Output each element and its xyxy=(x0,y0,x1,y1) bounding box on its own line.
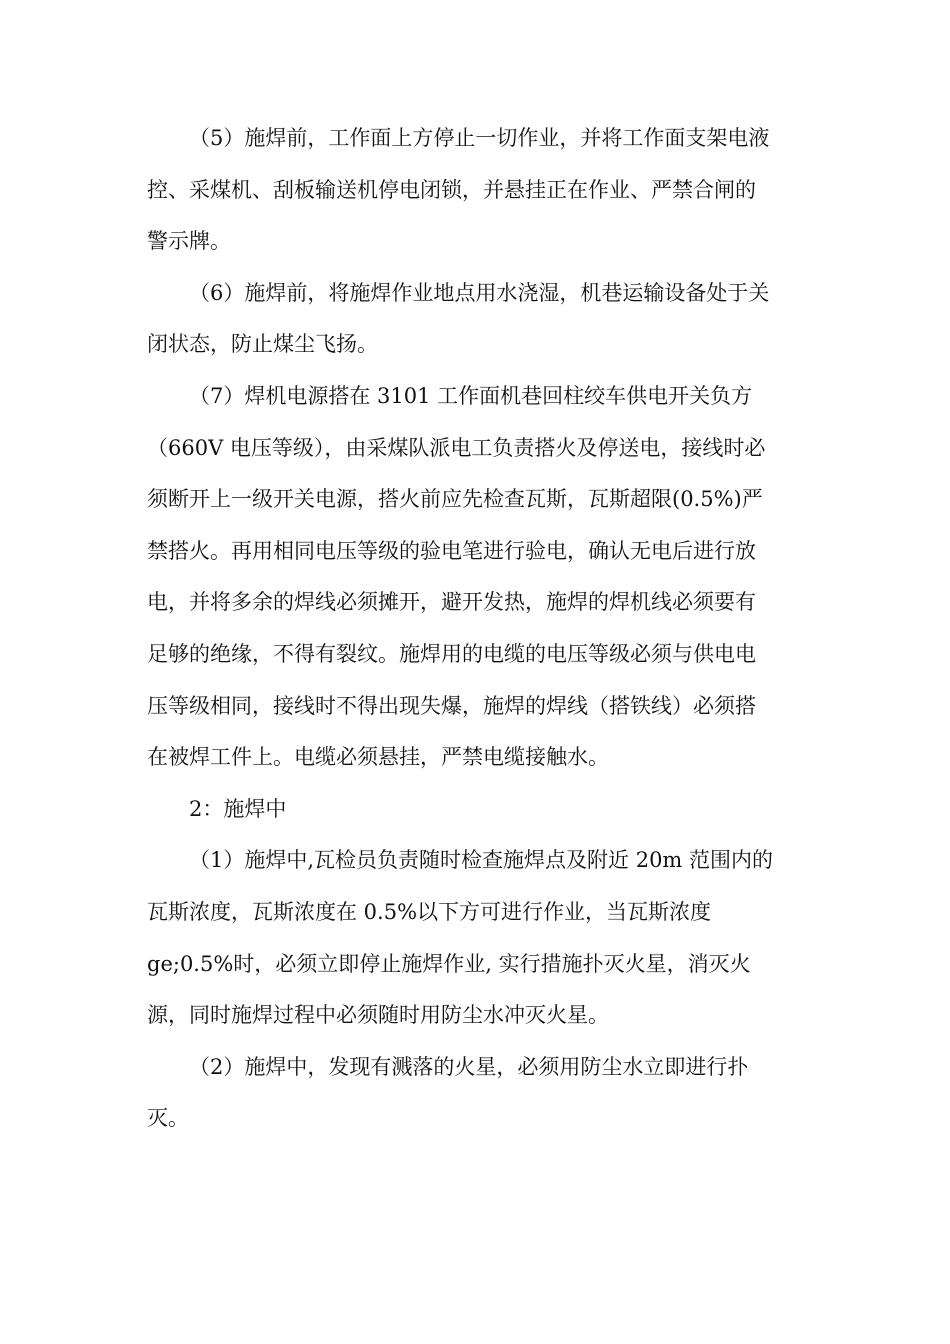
paragraph-6-line-1: （6）施焊前，将施焊作业地点用水浇湿，机巷运输设备处于关 xyxy=(189,280,770,305)
paragraph-7-line-8: 在被焊工件上。电缆必须悬挂，严禁电缆接触水。 xyxy=(147,745,609,770)
paragraph-5-line-3: 警示牌。 xyxy=(147,229,231,254)
paragraph-7-line-1: （7）焊机电源搭在 3101 工作面机巷回柱绞车供电开关负方 xyxy=(189,383,753,408)
paragraph-1-line-3: ge;0.5%时，必须立即停止施焊作业, 实行措施扑灭火星，消灭火 xyxy=(147,951,751,976)
paragraph-7-line-6: 足够的绝缘，不得有裂纹。施焊用的电缆的电压等级必须与供电电 xyxy=(147,641,756,666)
paragraph-7-line-3: 须断开上一级开关电源，搭火前应先检查瓦斯，瓦斯超限(0.5%)严 xyxy=(147,487,763,512)
paragraph-5-line-2: 控、采煤机、刮板输送机停电闭锁，并悬挂正在作业、严禁合闸的 xyxy=(147,177,756,202)
paragraph-2-line-2: 灭。 xyxy=(147,1106,189,1131)
paragraph-7-line-7: 压等级相同，接线时不得出现失爆，施焊的焊线（搭铁线）必须搭 xyxy=(147,693,756,718)
paragraph-5-line-1: （5）施焊前，工作面上方停止一切作业，并将工作面支架电液 xyxy=(189,126,770,150)
paragraph-6-line-2: 闭状态，防止煤尘飞扬。 xyxy=(147,332,378,357)
paragraph-7-line-2: （660V 电压等级），由采煤队派电工负责搭火及停送电，接线时必 xyxy=(147,435,766,460)
paragraph-7-line-4: 禁搭火。再用相同电压等级的验电笔进行验电，确认无电后进行放 xyxy=(147,538,756,563)
document-body xyxy=(147,113,815,1145)
paragraph-1-line-2: 瓦斯浓度，瓦斯浓度在 0.5%以下方可进行作业，当瓦斯浓度 xyxy=(147,899,712,924)
paragraph-2-line-1: （2）施焊中，发现有溅落的火星，必须用防尘水立即进行扑 xyxy=(189,1054,749,1079)
section-heading: 2：施焊中 xyxy=(189,796,287,821)
paragraph-1-line-1: （1）施焊中,瓦检员负责随时检查施焊点及附近 20m 范围内的 xyxy=(189,848,774,873)
paragraph-1-line-4: 源，同时施焊过程中必须随时用防尘水冲灭火星。 xyxy=(147,1003,609,1028)
paragraph-7-line-5: 电，并将多余的焊线必须摊开，避开发热，施焊的焊机线必须要有 xyxy=(147,590,756,615)
